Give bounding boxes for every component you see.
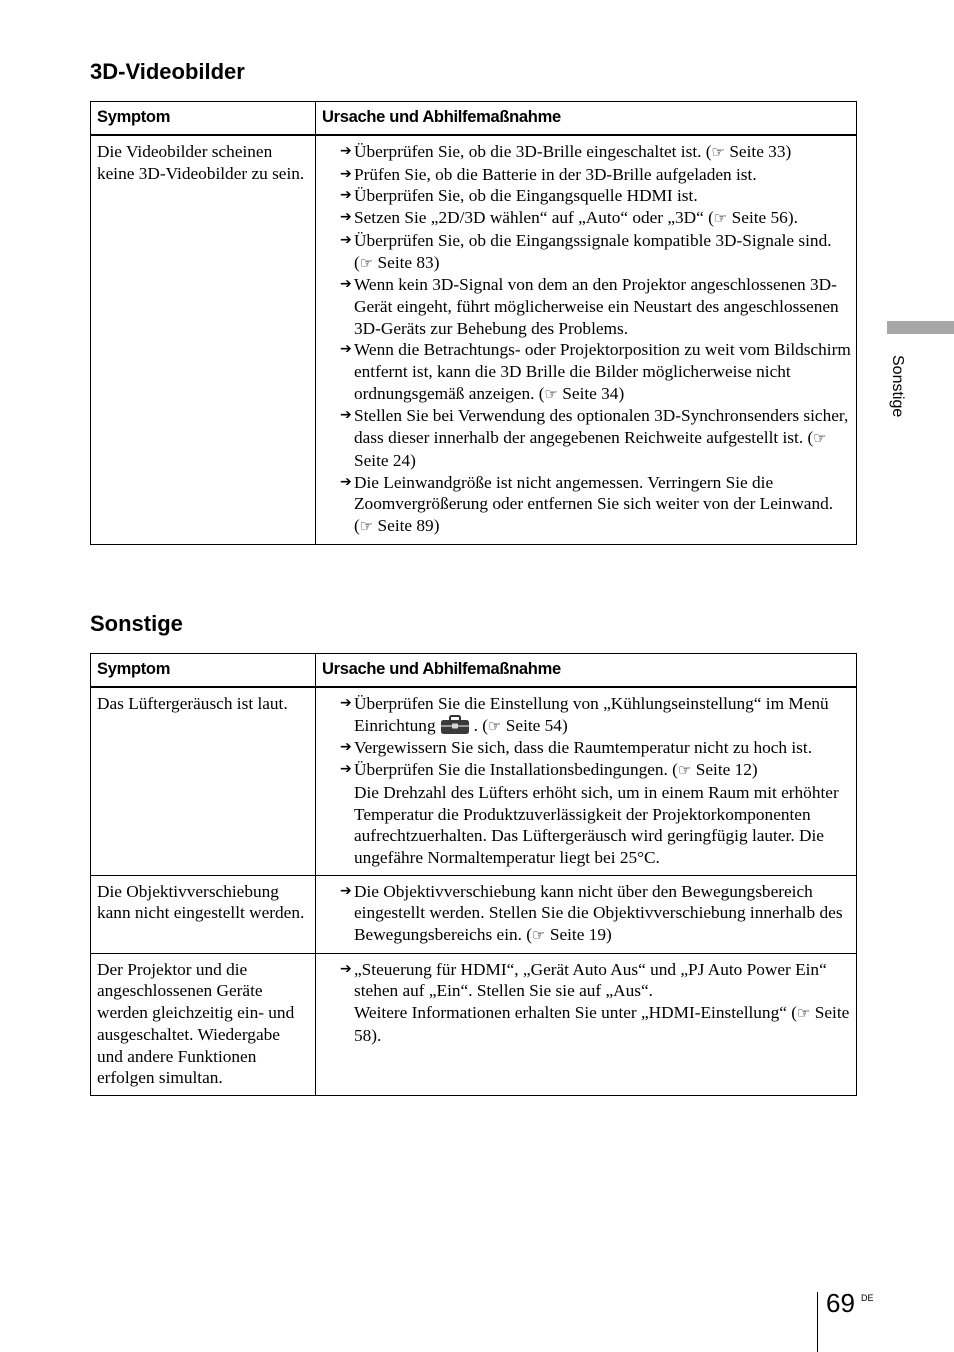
remedy-item: ➔ Wenn die Betrachtungs- oder Projektorposition zu weit vom Bildschirm entfernt ist, kann die 3D Brille die Bilder möglicherweise nicht ordnungsgemäß anzeigen. (☞ Seite 34) xyxy=(340,340,851,403)
page-reference: Seite 83 xyxy=(377,252,434,272)
side-section-label: Sonstige xyxy=(889,355,906,418)
remedy-item: ➔ Überprüfen Sie, ob die 3D-Brille eingeschaltet ist. (☞ Seite 33) xyxy=(340,142,792,161)
arrow-icon: ➔ xyxy=(340,165,352,182)
page-reference: Seite 33 xyxy=(729,142,786,161)
table-header-row xyxy=(91,654,857,688)
table-row xyxy=(91,687,857,875)
table-row xyxy=(91,135,857,544)
page-number-rule xyxy=(817,1292,818,1352)
arrow-icon: ➔ xyxy=(340,739,352,756)
table-sonstige xyxy=(90,653,857,1096)
page-reference: Seite 54 xyxy=(505,715,562,735)
remedy-note: Die Drehzahl des Lüfters erhöht sich, um in einem Raum mit erhöhter Temperatur die Produktzuverlässigkeit der Projektorkomponenten aufrechtzuerhalten. Das Lüftergeräusch wird geringfügig lauter. Die ungefähre Normaltemperatur liegt bei 25°C. xyxy=(354,782,839,867)
page-reference-icon: ☞ xyxy=(488,716,502,735)
remedy-item: ➔ Überprüfen Sie, ob die Eingangsquelle HDMI ist. xyxy=(340,186,698,206)
symptom-cell: Die Objektivverschiebung kann nicht eingestellt werden. xyxy=(91,875,316,953)
arrow-icon: ➔ xyxy=(340,473,352,490)
arrow-icon: ➔ xyxy=(340,882,352,899)
remedy-cell xyxy=(316,953,857,1095)
arrow-icon: ➔ xyxy=(340,695,352,711)
remedy-cell xyxy=(316,687,857,875)
symptom-cell: Die Videobilder scheinen keine 3D-Videobilder zu sein. xyxy=(91,135,316,544)
toolbox-icon xyxy=(440,715,470,735)
page-reference: Seite 24 xyxy=(354,450,411,470)
remedy-item: ➔ Die Objektivverschiebung kann nicht über den Bewegungsbereich eingestellt werden. Stellen Sie die Objektivverschiebung innerhalb des Bewegungsbereichs ein. (☞ Seite 19) xyxy=(340,881,843,945)
section-title-3d-videobilder: 3D-Videobilder xyxy=(90,59,245,84)
page-reference-icon: ☞ xyxy=(359,516,374,535)
side-tab-marker xyxy=(887,321,954,334)
header-symptom: Symptom xyxy=(91,102,316,136)
remedy-item: ➔ Überprüfen Sie, ob die Eingangssignale kompatible 3D-Signale sind. (☞ Seite 83) xyxy=(340,230,832,272)
remedy-item: ➔ Wenn kein 3D-Signal von dem an den Projektor angeschlossenen 3D-Gerät eingeht, führt möglicherweise ein Neustart des angeschlossenen 3D-Geräts zur Behebung des Problems. xyxy=(340,275,839,338)
symptom-cell: Das Lüftergeräusch ist laut. xyxy=(91,687,316,875)
remedy-item: ➔ Überprüfen Sie die Installationsbedingungen. (☞ Seite 12) xyxy=(340,760,758,780)
arrow-icon: ➔ xyxy=(340,276,352,293)
header-remedy: Ursache und Abhilfemaßnahme xyxy=(316,102,857,136)
remedy-item: ➔ Überprüfen Sie die Einstellung von „Kühlungseinstellung“ im Menü Einrichtung . (☞ Seite 54) xyxy=(340,694,829,735)
page-number: 69 xyxy=(826,1288,855,1318)
remedy-item: ➔ Die Leinwandgröße ist nicht angemessen. Verringern Sie die Zoomvergrößerung oder entfernen Sie sich weiter von der Leinwand. (☞ Seite 89) xyxy=(340,472,834,535)
section-title-sonstige: Sonstige xyxy=(90,611,183,636)
page-reference: Seite 34 xyxy=(562,383,619,403)
header-remedy: Ursache und Abhilfemaßnahme xyxy=(316,654,857,688)
page-reference-icon: ☞ xyxy=(713,209,728,228)
remedy-item: ➔ Prüfen Sie, ob die Batterie in der 3D-Brille aufgeladen ist. xyxy=(340,164,757,184)
remedy-cell xyxy=(316,135,857,544)
table-3d-videobilder xyxy=(90,101,857,545)
arrow-icon: ➔ xyxy=(340,209,352,226)
page-reference-icon: ☞ xyxy=(532,926,546,945)
page-reference-icon: ☞ xyxy=(677,761,692,780)
page-reference-icon: ☞ xyxy=(544,384,558,403)
table-header-row xyxy=(91,102,857,136)
table-row xyxy=(91,875,857,953)
symptom-cell: Der Projektor und die angeschlossenen Geräte werden gleichzeitig ein- und ausgeschaltet. Wiedergabe und andere Funktionen erfolgen simultan. xyxy=(91,953,316,1095)
arrow-icon: ➔ xyxy=(340,143,352,159)
remedy-item: ➔ „Steuerung für HDMI“, „Gerät Auto Aus“ und „PJ Auto Power Ein“ stehen auf „Ein“. Stellen Sie sie auf „Aus“. xyxy=(340,959,827,1001)
page-reference-icon: ☞ xyxy=(711,143,725,161)
remedy-item: ➔ Vergewissern Sie sich, dass die Raumtemperatur nicht zu hoch ist. xyxy=(340,738,813,758)
arrow-icon: ➔ xyxy=(340,761,352,778)
arrow-icon: ➔ xyxy=(340,231,352,248)
remedy-item: ➔ Stellen Sie bei Verwendung des optionalen 3D-Synchronsenders sicher, dass dieser innerhalb der angegebenen Reichweite aufgestellt ist. (☞ Seite 24) xyxy=(340,406,849,470)
page-reference-icon: ☞ xyxy=(359,253,374,272)
page-reference: Seite 12 xyxy=(695,760,752,780)
table-row xyxy=(91,953,857,1095)
page-reference: Seite 56 xyxy=(731,208,788,228)
remedy-cell xyxy=(316,875,857,953)
page-language: DE xyxy=(861,1293,874,1303)
page-reference: Seite 58 xyxy=(354,1003,850,1045)
arrow-icon: ➔ xyxy=(340,341,352,358)
remedy-note: Weitere Informationen erhalten Sie unter „HDMI-Einstellung“ (☞ Seite 58). xyxy=(354,1003,850,1045)
remedy-item: ➔ Setzen Sie „2D/3D wählen“ auf „Auto“ oder „3D“ (☞ Seite 56). xyxy=(340,208,798,228)
page-reference-icon: ☞ xyxy=(813,429,827,448)
page-reference: Seite 19 xyxy=(549,925,606,945)
page-reference: Seite 89 xyxy=(377,515,434,535)
arrow-icon: ➔ xyxy=(340,960,352,977)
page-reference-icon: ☞ xyxy=(796,1004,811,1023)
arrow-icon: ➔ xyxy=(340,187,352,204)
header-symptom: Symptom xyxy=(91,654,316,688)
arrow-icon: ➔ xyxy=(340,407,352,424)
